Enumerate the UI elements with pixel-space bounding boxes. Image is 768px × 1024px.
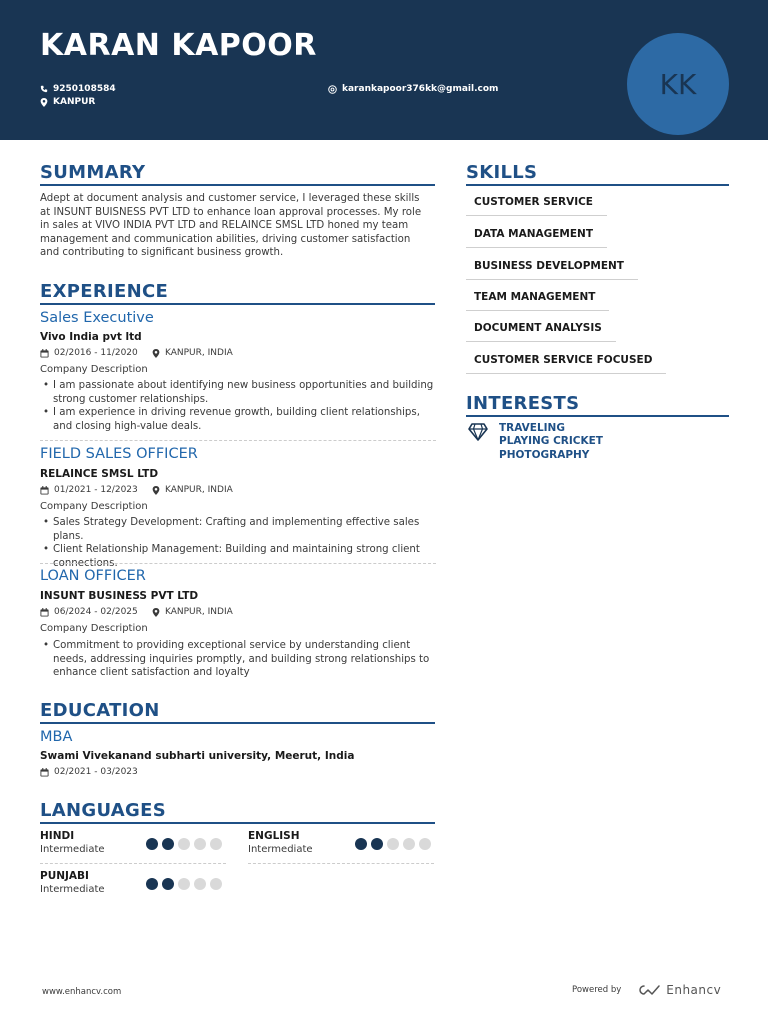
job-location (152, 348, 233, 358)
rating-dot (371, 838, 383, 850)
language-level: Intermediate (40, 884, 105, 895)
avatar-initials: KK (659, 67, 697, 101)
language-level: Intermediate (248, 844, 313, 855)
location-contact (40, 97, 95, 107)
rating-dot (162, 838, 174, 850)
job-meta (40, 485, 233, 495)
job-location-text: KANPUR, INDIA (165, 607, 233, 617)
degree: MBA (40, 729, 73, 745)
company-name: RELAINCE SMSL LTD (40, 468, 159, 480)
calendar-icon (40, 486, 49, 495)
job-dates-text: 02/2016 - 11/2020 (54, 348, 138, 358)
language-separator (248, 863, 434, 864)
language-name: HINDI (40, 830, 75, 842)
job-meta (40, 607, 233, 617)
phone-contact (40, 84, 116, 94)
interest-item: PLAYING CRICKET (499, 435, 603, 448)
rating-dot (178, 878, 190, 890)
summary-text: Adept at document analysis and customer service, I leveraged these skills at INSUNT BUISNESS PVT LTD to enhance loan approval processes. My role in sales at VIVO INDIA PVT LTD and RELAINCE SMSL LTD honed my team management and communication abilities, driving customer satisfaction and contributing to significant business growth. (40, 193, 422, 259)
company-description: Company Description (40, 623, 148, 634)
skill-tag: DOCUMENT ANALYSIS (466, 322, 616, 342)
experience-divider (40, 303, 435, 305)
footer-branding (572, 983, 721, 997)
languages-divider (40, 822, 435, 824)
job-title: Sales Executive (40, 310, 154, 326)
school-name: Swami Vivekanand subharti university, Meerut, India (40, 750, 355, 762)
company-name: INSUNT BUSINESS PVT LTD (40, 590, 199, 602)
experience-heading: EXPERIENCE (40, 281, 169, 302)
brand-name: Enhancv (666, 983, 722, 997)
skill-tag: BUSINESS DEVELOPMENT (466, 260, 638, 280)
language-rating (146, 878, 222, 890)
skill-tag: DATA MANAGEMENT (466, 228, 607, 248)
interest-item: PHOTOGRAPHY (499, 448, 590, 461)
rating-dot (210, 878, 222, 890)
footer-website[interactable]: www.enhancv.com (42, 987, 122, 997)
job-dates (40, 607, 138, 617)
job-location-text: KANPUR, INDIA (165, 348, 233, 358)
calendar-icon (40, 768, 49, 777)
company-name: Vivo India pvt ltd (40, 331, 142, 343)
summary-divider (40, 184, 435, 186)
location-pin-icon (152, 486, 160, 495)
language-name: ENGLISH (248, 830, 300, 842)
enhancv-logo-icon (635, 984, 661, 996)
at-sign-icon (328, 85, 337, 94)
candidate-name: KARAN KAPOOR (40, 28, 317, 63)
language-separator (40, 863, 226, 864)
language-level: Intermediate (40, 844, 105, 855)
language-name: PUNJABI (40, 870, 89, 882)
job-bullet: • Commitment to providing exceptional service by understanding client needs, addressing inquiries promptly, and building strong relationships to enhance client satisfaction and loyalty (40, 639, 436, 680)
job-bullets (40, 639, 436, 680)
education-dates (40, 767, 138, 777)
email-contact[interactable] (328, 84, 498, 94)
diamond-icon (468, 423, 488, 441)
email-address[interactable]: karankapoor376kk@gmail.com (342, 84, 499, 94)
summary-heading: SUMMARY (40, 162, 146, 183)
job-bullet: • Client Relationship Management: Building and maintaining strong client connections. (40, 543, 436, 570)
phone-number: 9250108584 (53, 84, 116, 94)
skill-tag: CUSTOMER SERVICE (466, 196, 607, 216)
phone-icon (40, 85, 48, 93)
rating-dot (210, 838, 222, 850)
job-bullets (40, 379, 436, 433)
interests-heading: INTERESTS (466, 393, 580, 414)
rating-dot (194, 878, 206, 890)
rating-dot (419, 838, 431, 850)
skills-divider (466, 184, 729, 186)
job-separator (40, 563, 436, 564)
location-pin-icon (152, 608, 160, 617)
rating-dot (146, 838, 158, 850)
job-bullet: • Sales Strategy Development: Crafting and implementing effective sales plans. (40, 516, 436, 543)
company-description: Company Description (40, 364, 148, 375)
rating-dot (403, 838, 415, 850)
language-rating (355, 838, 431, 850)
rating-dot (194, 838, 206, 850)
job-dates-text: 06/2024 - 02/2025 (54, 607, 138, 617)
job-dates (40, 348, 138, 358)
job-dates-text: 01/2021 - 12/2023 (54, 485, 138, 495)
avatar (627, 33, 729, 135)
education-heading: EDUCATION (40, 700, 160, 721)
job-title: LOAN OFFICER (40, 568, 146, 584)
job-bullet: • I am passionate about identifying new business opportunities and building strong customer relationships. (40, 379, 436, 406)
location-pin-icon (40, 98, 48, 107)
rating-dot (162, 878, 174, 890)
skill-tag: CUSTOMER SERVICE FOCUSED (466, 354, 666, 374)
rating-dot (146, 878, 158, 890)
job-separator (40, 440, 436, 441)
interests-divider (466, 415, 729, 417)
rating-dot (387, 838, 399, 850)
job-meta (40, 348, 233, 358)
calendar-icon (40, 608, 49, 617)
enhancv-logo[interactable] (635, 983, 721, 997)
resume-header (0, 0, 768, 140)
languages-heading: LANGUAGES (40, 800, 166, 821)
skill-tag: TEAM MANAGEMENT (466, 291, 609, 311)
education-meta (40, 767, 138, 777)
calendar-icon (40, 349, 49, 358)
education-dates-text: 02/2021 - 03/2023 (54, 767, 138, 777)
skills-heading: SKILLS (466, 162, 538, 183)
rating-dot (178, 838, 190, 850)
job-location (152, 485, 233, 495)
job-bullet: • I am experience in driving revenue growth, building client relationships, and closing high-value deals. (40, 406, 436, 433)
job-title: FIELD SALES OFFICER (40, 446, 198, 462)
location-pin-icon (152, 349, 160, 358)
job-location-text: KANPUR, INDIA (165, 485, 233, 495)
language-rating (146, 838, 222, 850)
company-description: Company Description (40, 501, 148, 512)
interest-item: TRAVELING (499, 422, 565, 434)
job-location (152, 607, 233, 617)
education-divider (40, 722, 435, 724)
location-text: KANPUR (53, 97, 96, 107)
interest-list (499, 422, 603, 462)
job-dates (40, 485, 138, 495)
powered-by-label: Powered by (572, 985, 622, 995)
rating-dot (355, 838, 367, 850)
